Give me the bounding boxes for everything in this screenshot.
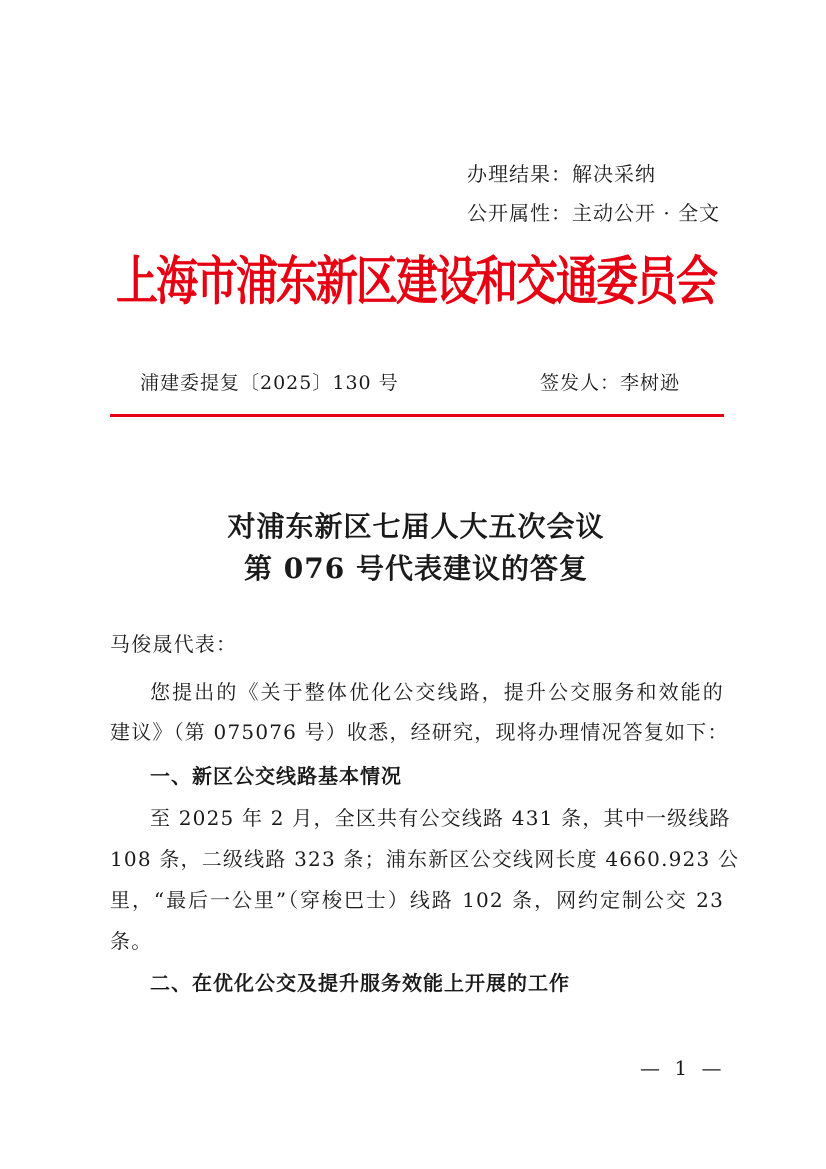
document-title-line-1: 对浦东新区七届人大五次会议 <box>227 510 605 543</box>
handling-result: 办理结果：解决采纳 <box>467 162 656 186</box>
organization-title: 上海市浦东新区建设和交通委员会 <box>115 250 716 312</box>
document-number: 浦建委提复〔2025〕130 号 <box>140 372 399 394</box>
section-1-line-4: 条。 <box>110 929 153 953</box>
red-divider-line <box>110 414 724 417</box>
section-1-line-1: 至 2025 年 2 月，全区共有公交线路 431 条，其中一级线路 <box>150 806 731 830</box>
section-1-line-2: 108 条，二级线路 323 条；浦东新区公交线网长度 4660.923 公 <box>110 847 740 871</box>
section-1-line-3: 里，“最后一公里”（穿梭巴士）线路 102 条，网约定制公交 23 <box>110 888 724 912</box>
intro-line-2: 建议》（第 075076 号）收悉，经研究，现将办理情况答复如下： <box>110 720 729 744</box>
salutation: 马俊晟代表： <box>110 632 238 656</box>
signer: 签发人：李树逊 <box>540 372 681 394</box>
section-1-heading: 一、新区公交线路基本情况 <box>150 764 402 788</box>
page-number: — 1 — <box>640 1056 726 1080</box>
intro-line-1: 您提出的《关于整体优化公交线路，提升公交服务和效能的 <box>150 680 724 704</box>
disclosure-attribute: 公开属性：主动公开 · 全文 <box>467 201 721 225</box>
document-title-line-2: 第 076 号代表建议的答复 <box>244 552 588 585</box>
section-2-heading: 二、在优化公交及提升服务效能上开展的工作 <box>150 971 570 995</box>
